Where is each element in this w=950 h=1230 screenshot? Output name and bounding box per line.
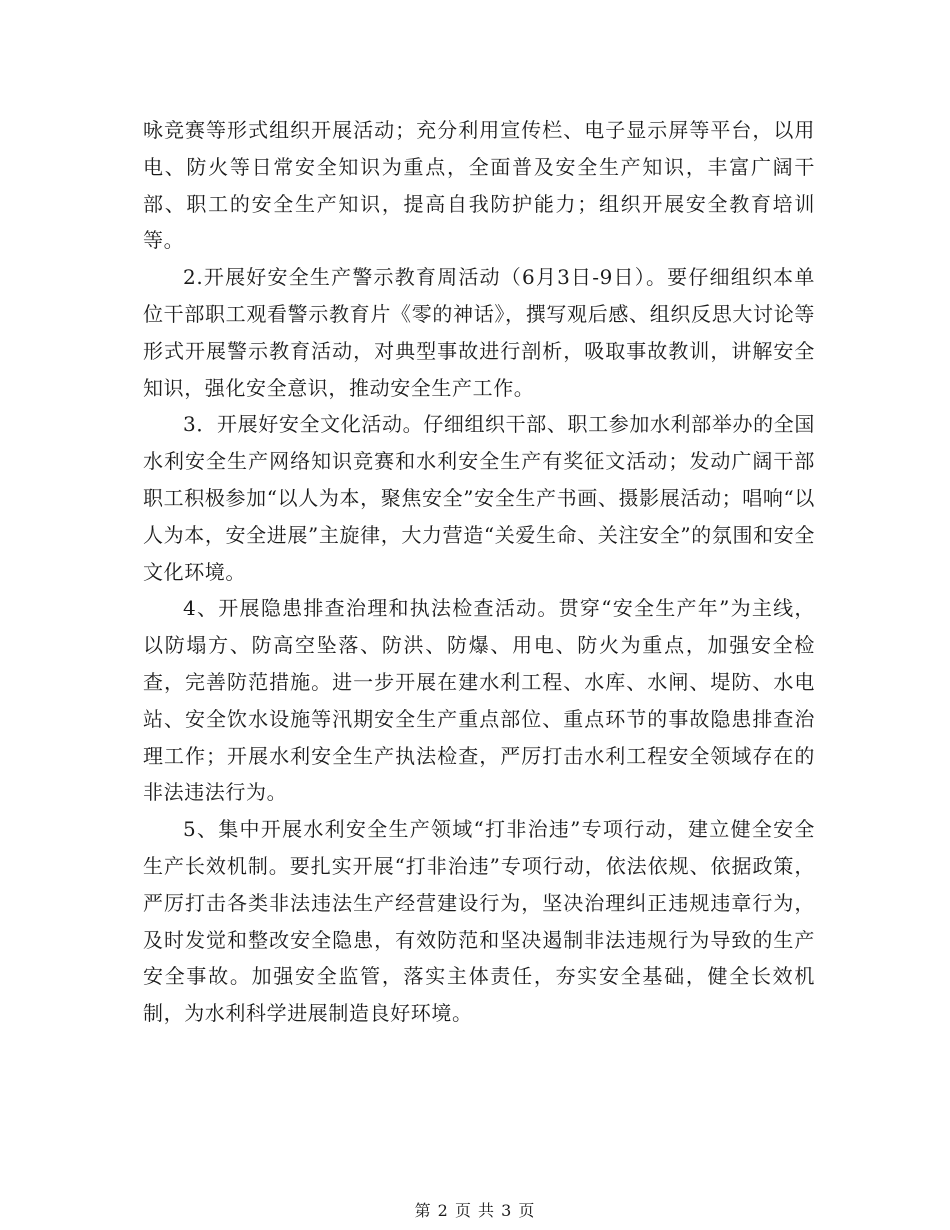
paragraph-item-4: 4、开展隐患排查治理和执法检查活动。贯穿“安全生产年”为主线，以防塌方、防高空坠落、防洪、防爆、用电、防火为重点，加强安全检查，完善防范措施。进一步开展在建水利工程、水库、水闸、堤防、水电站、安全饮水设施等汛期安全生产重点部位、重点环节的事故隐患排查治理工作；开展水利安全生产执法检查，严厉打击水利工程安全领域存在的非法违法行为。 <box>143 596 815 805</box>
body-text <box>143 112 815 1032</box>
page-number-footer: 第 2 页 共 3 页 <box>414 1201 536 1220</box>
paragraph-item-2: 2.开展好安全生产警示教育周活动（6月3日-9日）。要仔细组织本单位干部职工观看警示教育片《零的神话》，撰写观后感、组织反思大讨论等形式开展警示教育活动，对典型事故进行剖析，吸取事故教训，讲解安全知识，强化安全意识，推动安全生产工作。 <box>143 265 815 400</box>
paragraph-item-3: 3．开展好安全文化活动。仔细组织干部、职工参加水利部举办的全国水利安全生产网络知识竞赛和水利安全生产有奖征文活动；发动广阔干部职工积极参加“以人为本，聚焦安全”安全生产书画、摄影展活动；唱响“以人为本，安全进展”主旋律，大力营造“关爱生命、关注安全”的氛围和安全文化环境。 <box>143 412 815 584</box>
paragraph-item-5: 5、集中开展水利安全生产领域“打非治违”专项行动，建立健全安全生产长效机制。要扎实开展“打非治违”专项行动，依法依规、依据政策，严厉打击各类非法违法生产经营建设行为，坚决治理纠正违规违章行为，及时发觉和整改安全隐患，有效防范和坚决遏制非法违规行为导致的生产安全事故。加强安全监管，落实主体责任，夯实安全基础，健全长效机制，为水利科学进展制造良好环境。 <box>143 817 815 1026</box>
paragraph-continuation: 咏竞赛等形式组织开展活动；充分利用宣传栏、电子显示屏等平台，以用电、防火等日常安全知识为重点，全面普及安全生产知识，丰富广阔干部、职工的安全生产知识，提高自我防护能力；组织开展安全教育培训等。 <box>143 118 815 253</box>
